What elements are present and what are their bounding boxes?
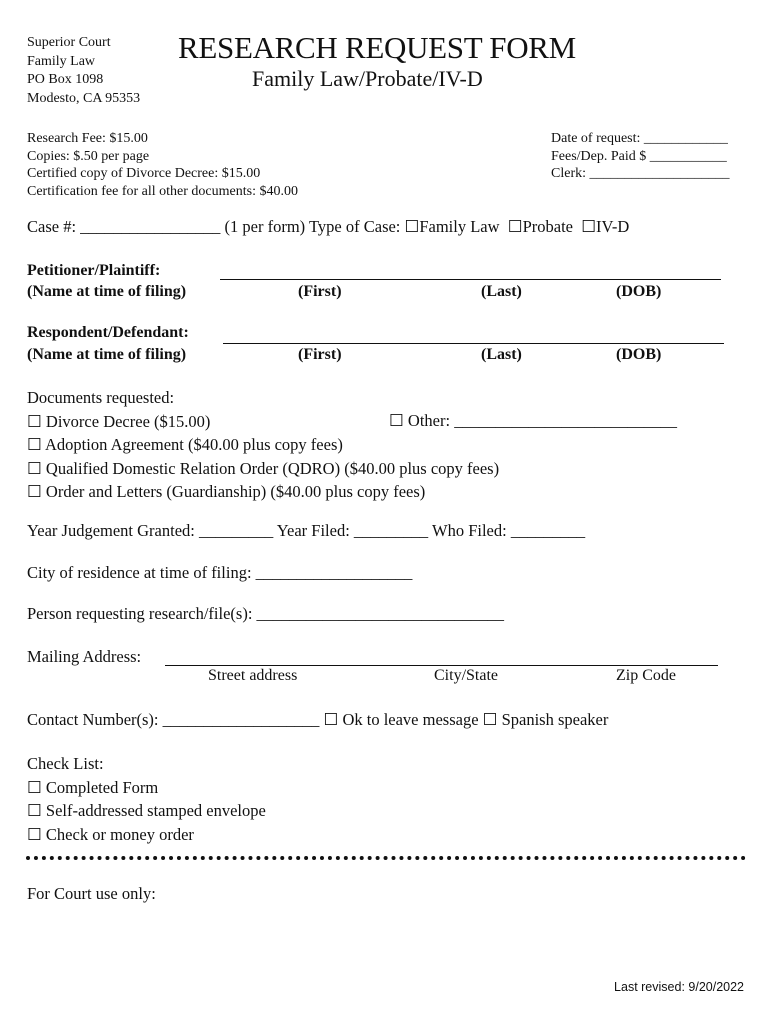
city-of-residence-line[interactable]: City of residence at time of filing: ___________________ (27, 563, 413, 582)
respondent-sublabel: (Name at time of filing) (27, 346, 187, 363)
form-title: RESEARCH REQUEST FORM (178, 30, 576, 65)
mailing-address-line[interactable] (165, 665, 718, 666)
petitioner-first-label: (First) (298, 283, 342, 300)
petitioner-dob-label: (DOB) (616, 283, 662, 300)
contact-line (27, 710, 608, 730)
checkbox-qdro[interactable]: ☐ Qualified Domestic Relation Order (QDRO) ($40.00 plus copy fees) (27, 458, 500, 478)
checkbox-probate[interactable]: ☐Probate (507, 217, 573, 236)
office-fields (551, 130, 730, 183)
zip-code-label: Zip Code (616, 667, 676, 684)
respondent-dob-label: (DOB) (616, 346, 662, 363)
court-address (27, 34, 140, 108)
checkbox-stamped-envelope[interactable]: ☐ Self-addressed stamped envelope (27, 801, 266, 820)
contact-number-field[interactable]: Contact Number(s): ___________________ (27, 710, 320, 729)
checkbox-adoption-agreement[interactable]: ☐ Adoption Agreement ($40.00 plus copy fees) (27, 435, 343, 454)
person-requesting-line[interactable]: Person requesting research/file(s): ______________________________ (27, 604, 505, 623)
fee-line: Certified copy of Divorce Decree: $15.00 (27, 166, 261, 181)
address-line: Modesto, CA 95353 (27, 90, 141, 106)
checklist-section (27, 752, 266, 846)
respondent-last-label: (Last) (481, 346, 522, 363)
petitioner-sublabel: (Name at time of filing) (27, 283, 187, 300)
address-line: PO Box 1098 (27, 72, 104, 87)
petitioner-label: Petitioner/Plaintiff: (27, 262, 161, 279)
mailing-address-label: Mailing Address: (27, 647, 142, 666)
checkbox-completed-form[interactable]: ☐ Completed Form (27, 777, 159, 797)
case-line (27, 217, 629, 237)
court-use-label: For Court use only: (27, 884, 156, 903)
checklist-heading: Check List: (27, 754, 104, 773)
form-subtitle: Family Law/Probate/IV-D (252, 66, 483, 91)
checkbox-guardianship[interactable]: ☐ Order and Letters (Guardianship) ($40.00 plus copy fees) (27, 482, 426, 501)
checkbox-family-law[interactable]: ☐Family Law (404, 217, 500, 236)
fee-line: Research Fee: $15.00 (27, 131, 148, 146)
documents-heading: Documents requested: (27, 388, 175, 407)
year-judgement-line[interactable]: Year Judgement Granted: _________ Year Filed: _________ Who Filed: _________ (27, 521, 586, 540)
city-state-label: City/State (434, 667, 498, 684)
last-revised: Last revised: 9/20/2022 (614, 980, 744, 994)
section-divider (26, 856, 746, 860)
fees-paid-field[interactable]: Fees/Dep. Paid $ ___________ (551, 148, 727, 164)
date-of-request-field[interactable]: Date of request: ____________ (551, 131, 728, 146)
address-line: Superior Court (27, 35, 111, 50)
petitioner-last-label: (Last) (481, 283, 522, 300)
address-line: Family Law (27, 53, 96, 69)
documents-section (27, 386, 499, 504)
checkbox-other[interactable]: ☐ Other: ___________________________ (389, 411, 677, 430)
petitioner-name-line[interactable] (220, 279, 721, 280)
street-address-label: Street address (208, 667, 298, 684)
checkbox-ok-to-leave-message[interactable]: ☐ Ok to leave message (323, 710, 479, 729)
case-number-field[interactable]: Case #: _________________ (1 per form) Type of Case: (27, 217, 405, 236)
checkbox-divorce-decree[interactable]: ☐ Divorce Decree ($15.00) (27, 411, 211, 431)
checkbox-check-money-order[interactable]: ☐ Check or money order (27, 824, 194, 844)
fee-list (27, 130, 298, 200)
clerk-field[interactable]: Clerk: ____________________ (551, 166, 730, 181)
respondent-name-line[interactable] (223, 343, 724, 344)
checkbox-iv-d[interactable]: ☐IV-D (581, 217, 630, 236)
respondent-label: Respondent/Defendant: (27, 324, 189, 341)
respondent-first-label: (First) (298, 346, 342, 363)
checkbox-spanish-speaker[interactable]: ☐ Spanish speaker (482, 710, 609, 729)
fee-line: Certification fee for all other documents: $40.00 (27, 183, 298, 199)
fee-line: Copies: $.50 per page (27, 148, 150, 164)
